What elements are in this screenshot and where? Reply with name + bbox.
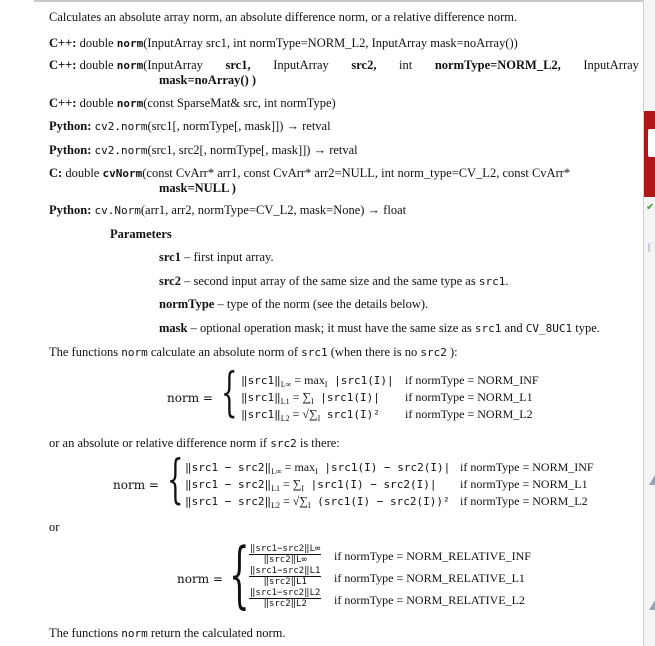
function-name[interactable]: cv.Norm — [94, 204, 141, 217]
param-name: src1 — [159, 250, 181, 264]
param-src1 — [159, 250, 274, 265]
param-code: src1 — [478, 275, 506, 288]
arg-part: mask=noArray() ) — [159, 73, 257, 87]
function-name[interactable]: cv2.norm — [94, 144, 148, 157]
equation-condition: if normType = NORM_INF — [460, 460, 594, 474]
inline-code: norm — [121, 346, 148, 359]
lang-label: C: — [49, 166, 63, 180]
lang-label: Python: — [49, 203, 92, 217]
equation-row — [249, 544, 321, 565]
paragraph-4 — [49, 626, 286, 641]
return-type: double — [65, 166, 100, 180]
math-sub: L1 — [271, 484, 280, 493]
return-type: double — [79, 96, 114, 110]
arg-list: (InputArray src1, int normType=NORM_L2, InputArray mask=noArray()) — [143, 36, 518, 50]
paragraph-3: or — [49, 520, 60, 534]
signature-cpp-2-cont — [159, 73, 256, 88]
lang-label: C++: — [49, 58, 77, 72]
math-rhs: = ∑ — [279, 477, 302, 491]
equation-row — [185, 494, 450, 510]
inline-code: src2 — [270, 437, 297, 450]
param-name: mask — [159, 321, 188, 335]
param-desc: – first input array. — [181, 250, 274, 264]
arg-part: (InputArray — [143, 58, 203, 72]
equation-condition: if normType = NORM_INF — [405, 373, 539, 387]
text: or an absolute or relative difference norm if — [49, 436, 271, 450]
signature-c-cont — [159, 181, 236, 196]
math-rest: |src1(I)| — [327, 374, 394, 387]
brace-icon: { — [221, 363, 238, 423]
math-sub: L1 — [280, 397, 290, 406]
text: calculate an absolute norm of — [147, 345, 302, 359]
inline-code: src2 — [420, 346, 447, 359]
arg-list: (const SparseMat& src, int normType) — [143, 96, 336, 110]
param-name: src2 — [159, 274, 181, 288]
param-mid: and — [501, 321, 526, 335]
param-tail: type. — [572, 321, 600, 335]
intro-text: Calculates an absolute array norm, an absolute difference norm, or a relative difference norm. — [49, 10, 518, 24]
math-rest: |src1(I) − src2(I)| — [303, 478, 437, 491]
scroll-triangle-icon[interactable] — [649, 475, 655, 485]
math-rhs: = max — [291, 373, 325, 387]
brace-icon: { — [229, 532, 250, 616]
equation-condition: if normType = NORM_L1 — [405, 390, 533, 404]
param-desc: – type of the norm (see the details below). — [214, 297, 429, 311]
equation-row — [241, 390, 380, 406]
param-mask — [159, 321, 600, 336]
equation-row — [185, 477, 436, 493]
signature-cpp-2 — [49, 58, 639, 73]
equation-condition: if normType = NORM_RELATIVE_L1 — [334, 571, 525, 585]
arg-part: InputArray — [273, 58, 329, 72]
param-desc: – second input array of the same size and the same type as — [181, 274, 479, 288]
math-expr: ‖src1‖ — [241, 408, 281, 421]
math-sub: I — [307, 501, 311, 510]
equation-condition: if normType = NORM_L1 — [460, 477, 588, 491]
equation-condition: if normType = NORM_L2 — [460, 494, 588, 508]
brace-icon: { — [167, 450, 184, 510]
fraction-denominator: ‖src2‖L2 — [263, 599, 307, 609]
equation-condition: if normType = NORM_L2 — [405, 407, 533, 421]
math-expr: ‖src1‖ — [241, 391, 281, 404]
side-panel-red-tab-inner — [648, 129, 655, 157]
equation-3 — [177, 532, 557, 616]
math-sub: I — [324, 380, 328, 389]
math-rest: |src1(I) − src2(I)| — [317, 461, 451, 474]
arg-part: InputArray — [583, 58, 639, 72]
text: The functions — [49, 626, 122, 640]
math-sub: I — [317, 414, 321, 423]
math-rhs: = √∑ — [289, 407, 318, 421]
signature-c — [49, 166, 639, 181]
scroll-triangle-icon[interactable] — [649, 600, 655, 610]
top-rule — [34, 0, 643, 2]
function-name[interactable]: cv2.norm — [94, 120, 148, 133]
math-sub: L∞ — [280, 380, 292, 389]
parameters-title: Parameters — [110, 227, 172, 241]
arg-part: normType=NORM_L2, — [434, 58, 561, 72]
fraction-numerator: ‖src1−src2‖L2 — [250, 588, 321, 598]
arg-list: (arr1, arr2, normType=CV_L2, mask=None) → float — [140, 203, 407, 217]
arg-part: src1, — [225, 58, 251, 72]
return-type: double — [79, 36, 114, 50]
function-name[interactable]: norm — [116, 59, 144, 72]
fraction-denominator: ‖src2‖L1 — [263, 577, 307, 587]
bracket-icon: [ — [648, 242, 651, 252]
math-rest: src1(I)² — [320, 408, 380, 421]
param-code: CV_8UC1 — [525, 322, 573, 335]
param-tail: . — [505, 274, 509, 288]
equation-row — [249, 588, 321, 609]
equation-row — [241, 373, 394, 389]
lang-label: Python: — [49, 119, 92, 133]
signature-python-2 — [49, 143, 358, 158]
text: return the calculated norm. — [147, 626, 286, 640]
function-name[interactable]: norm — [116, 37, 144, 50]
math-sub: L∞ — [271, 467, 282, 476]
equation-2 — [113, 450, 613, 510]
math-rhs: = √∑ — [279, 494, 308, 508]
param-desc: – optional operation mask; it must have the same size as — [187, 321, 475, 335]
arg-part: mask=NULL ) — [159, 181, 236, 195]
return-type: double — [79, 58, 114, 72]
equation-condition: if normType = NORM_RELATIVE_L2 — [334, 593, 525, 607]
signature-python-1 — [49, 119, 331, 134]
function-name[interactable]: cvNorm — [102, 167, 143, 180]
math-expr: ‖src1 − src2‖ — [185, 495, 272, 508]
math-rest: |src1(I)| — [313, 391, 380, 404]
paragraph-1 — [49, 345, 458, 360]
math-rhs: = max — [281, 460, 316, 474]
arg-list: (src1, src2[, normType[, mask]]) → retval — [147, 143, 358, 157]
lang-label: Python: — [49, 143, 92, 157]
text: ): — [446, 345, 458, 359]
param-src2 — [159, 274, 508, 289]
math-sub: I — [301, 484, 304, 493]
signature-cpp-1 — [49, 36, 518, 51]
text: (when there is no — [327, 345, 421, 359]
equation-row — [185, 460, 450, 476]
fraction-denominator: ‖src2‖L∞ — [263, 555, 307, 565]
math-sub: L2 — [271, 501, 280, 510]
equation-condition: if normType = NORM_RELATIVE_INF — [334, 549, 531, 563]
function-name[interactable]: norm — [116, 97, 144, 110]
equation-row — [249, 566, 321, 587]
math-sub: L2 — [280, 414, 290, 423]
side-panel — [644, 0, 655, 646]
equation-lhs: norm = — [167, 391, 213, 405]
inline-code: src1 — [301, 346, 328, 359]
fraction — [249, 588, 321, 609]
inline-code: norm — [121, 627, 148, 640]
param-normtype — [159, 297, 428, 312]
equation-1 — [167, 363, 587, 423]
math-expr: ‖src1 − src2‖ — [185, 461, 272, 474]
signature-cpp-3 — [49, 96, 336, 111]
fraction — [249, 544, 321, 565]
arg-part: src2, — [351, 58, 377, 72]
param-name: normType — [159, 297, 215, 311]
arg-list: (const CvArr* arr1, const CvArr* arr2=NULL, int norm_type=CV_L2, const CvArr* — [142, 166, 571, 180]
signature-python-3 — [49, 203, 406, 218]
math-rhs: = ∑ — [289, 390, 311, 404]
equation-lhs: norm = — [113, 478, 159, 492]
text: is there: — [296, 436, 340, 450]
math-sub: I — [310, 397, 314, 406]
paragraph-2 — [49, 436, 340, 451]
equation-lhs: norm = — [177, 572, 223, 586]
text: The functions — [49, 345, 122, 359]
equation-row — [241, 407, 380, 423]
math-expr: ‖src1‖ — [241, 374, 281, 387]
check-icon: ✔ — [646, 202, 655, 213]
arg-part: int — [399, 58, 413, 72]
fraction-numerator: ‖src1−src2‖L∞ — [250, 544, 321, 554]
arg-list: (src1[, normType[, mask]]) → retval — [147, 119, 331, 133]
math-expr: ‖src1 − src2‖ — [185, 478, 272, 491]
fraction-numerator: ‖src1−src2‖L1 — [250, 566, 321, 576]
lang-label: C++: — [49, 96, 77, 110]
math-rest: (src1(I) − src2(I))² — [310, 495, 450, 508]
param-code: src1 — [474, 322, 502, 335]
lang-label: C++: — [49, 36, 77, 50]
fraction — [249, 566, 321, 587]
math-sub: I — [315, 467, 318, 476]
